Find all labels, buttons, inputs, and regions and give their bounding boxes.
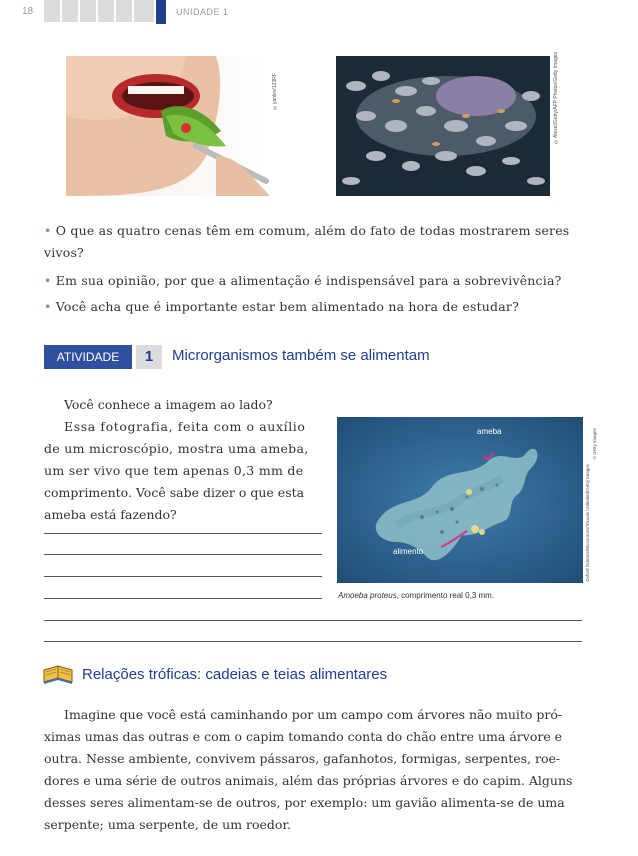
paragraph-line: Imagine que você está caminhando por um campo com árvores não muito pró- [64,707,563,722]
amoeba-photo [337,417,583,583]
header-block [80,0,96,22]
ameba-label: ameba [477,427,502,436]
question-1-line1: O que as quatro cenas têm em comum, além do fato de todas mostrarem seres [55,223,570,238]
activity-title: Microrganismos também se alimentam [172,347,430,364]
answer-line[interactable] [44,533,322,534]
paragraph-line: serpente; uma serpente, de um roedor. [44,817,292,832]
bullet-icon: • [44,273,52,288]
section-title: Relações tróficas: cadeias e teias alimentares [82,666,388,683]
header-accent [156,0,166,24]
paragraph-line: outra. Nesse ambiente, convivem pássaros, gafanhotos, formigas, serpentes, roe- [44,751,561,766]
caption-rest: , comprimento real 0,3 mm. [396,591,495,600]
header-block [62,0,78,22]
page-number: 18 [22,6,34,17]
answer-line[interactable] [44,641,582,642]
paragraph-line: dores e uma série de outros animais, além das próprias árvores e do capim. Alguns [44,773,573,788]
activity-number: 1 [136,345,162,369]
question-3-text: Você acha que é importante estar bem alimentado na hora de estudar? [55,299,519,314]
amoeba-photo-credit: Oxford Science/Biosources/Visuals Unlimited/Getty Images [585,464,590,582]
activity-line: Essa fotografia, feita com o auxílio [64,419,306,434]
activity-line: um ser vivo que tem apenas 0,3 mm de [44,463,304,478]
activity-text [44,394,322,526]
question-2-text: Em sua opinião, por que a alimentação é indispensável para a sobrevivência? [55,273,562,288]
eating-photo-credit: ©yanlev/123RF [272,73,278,110]
paragraph-line: desses seres alimentam-se de outros, por exemplo: um gavião alimenta-se de uma [44,795,565,810]
eating-photo [66,56,270,196]
bullet-icon: • [44,299,52,314]
question-1 [44,220,584,264]
page-header [0,0,638,24]
header-block [116,0,132,22]
answer-line[interactable] [44,576,322,577]
fish-photo [336,56,550,196]
bullet-icon: • [44,223,52,238]
unit-label: UNIDADE 1 [176,7,229,17]
book-icon [42,662,74,686]
amoeba-caption [338,591,494,600]
activity-tag: ATIVIDADE [44,345,132,369]
activity-line: ameba está fazendo? [44,507,177,522]
question-1-line2: vivos? [44,245,84,260]
answer-line[interactable] [44,598,322,599]
question-2 [44,270,584,292]
question-3 [44,296,584,318]
alimento-label: alimento [393,547,424,556]
caption-species: Amoeba proteus [338,591,397,600]
header-block [44,0,60,22]
section-paragraph [44,704,582,836]
activity-line: comprimento. Você sabe dizer o que esta [44,485,305,500]
activity-line: de um microscópio, mostra uma ameba, [44,441,309,456]
activity-line: Você conhece a imagem ao lado? [64,397,273,412]
header-block [98,0,114,22]
answer-line[interactable] [44,620,582,621]
amoeba-photo-credit-second: ©Getty Images [592,428,597,460]
fish-photo-credit: ©Alexei/Getty/AFP Photos/Getty Images [553,51,559,144]
header-block [134,0,154,22]
answer-line[interactable] [44,554,322,555]
paragraph-line: ximas umas das outras e com o capim tomando conta do chão entre uma árvore e [44,729,563,744]
